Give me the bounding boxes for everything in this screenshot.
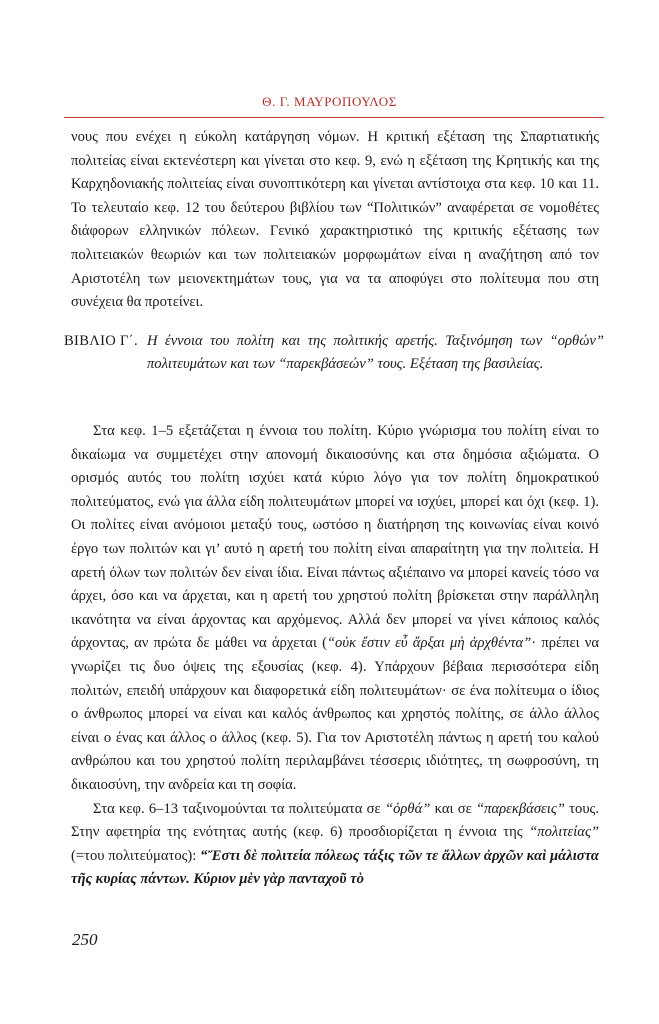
running-head: Θ. Γ. ΜΑΥΡΟΠΟΥΛΟΣ [262, 94, 397, 109]
paragraph-2-part-a: Στα κεφ. 1–5 εξετάζεται η έννοια του πολίτη. Κύριο γνώρισμα του πολίτη είναι το δικαίωμα να συμμετέχει στην απονομή δικαιοσύνης και στα δημόσια αξιώματα. Ο ορισμός αυτός του πολίτη ισχύει κατά κύριο λόγο για τον πολίτη δημοκρατικού πολιτεύματος, ενώ για άλλα είδη πολιτευμάτων μπορεί να ισχύει, μπορεί και όχι (κεφ. 1). Οι πολίτες είναι ανόμοιοι μεταξύ τους, ωστόσο η διατήρηση της κοινωνίας είναι κοινό έργο των πολιτών και γι’ αυτό η αρετή του πολίτη είναι απαραίτητη για την πολιτεία. Η αρετή όλων των πολιτών δεν είναι ίδια. Είναι πάντως αξιέπαινο να μπορεί κανείς τόσο να άρχει, όσο και να άρχεται, και η αρετή του χρηστού πολίτη βρίσκεται στην παράλληλη ικανότητα να είναι άρχοντας και αρχόμενος. Αλλά δεν μπορεί να γίνει κάποιος καλός άρχοντας, αν πρώτα δε μάθει να άρχεται ( [71, 423, 599, 652]
header-rule [64, 117, 604, 118]
quote-parekvaseis: “παρεκβάσεις” [476, 800, 565, 817]
page-number: 250 [72, 930, 98, 949]
quote-ortha: “ὀρθά” [384, 800, 431, 817]
main-text [71, 420, 599, 892]
paragraph-1: νους που ενέχει η εύκολη κατάργηση νόμων. Η κριτική εξέταση της Σπαρτιατικής πολιτείας είναι εκτενέστερη και γίνεται στο κεφ. 9, ενώ η εξέταση της Κρητικής και της Καρχηδονιακής πολιτείας είναι συνοπτικότερη και γίνεται αντίστοιχα στα κεφ. 10 και 11. Το τελευταίο κεφ. 12 του δεύτερου βιβλίου των “Πολιτικών” αναφέρεται σε νομοθέτες διάφορων ελληνικών πόλεων. Γενικό χαρακτηριστικό της κριτικής εξέτασης των πολιτειακών θεωριών και των πολιτειακών μορφωμάτων είναι η αναζήτηση από τον Αριστοτέλη των μειονεκτημάτων τους, για να τα αποφύγει στο πολίτευμα που στη συνέχεια θα προτείνει. [71, 129, 599, 311]
section-heading [64, 330, 604, 376]
paragraph-3 [71, 798, 599, 892]
paragraph-3-part-a: Στα κεφ. 6–13 ταξινομούνται τα πολιτεύματα σε [93, 800, 385, 817]
paragraph-3-part-d: (=του πολιτεύματος): [71, 847, 201, 864]
paragraph-continued [71, 126, 599, 315]
book-title: Η έννοια του πολίτη και της πολιτικής αρετής. Ταξινόμηση των “ορθών” πολιτευμάτων και των “παρεκβάσεών” τους. Εξέταση της βασιλείας. [147, 333, 604, 372]
paragraph-2 [71, 420, 599, 798]
book-label: ΒΙΒΛΙΟ Γ΄. [64, 333, 138, 349]
greek-quote: “οὐκ ἔστιν εὖ ἄρξαι μὴ ἀρχθέντα” [326, 635, 532, 652]
paragraph-2-part-b: · πρέπει να γνωρίζει τις δυο όψεις της εξουσίας (κεφ. 4). Υπάρχουν βέβαια περισσότερα είδη πολιτών, επειδή υπάρχουν και διαφορετικά είδη πολιτευμάτων· σε ένα πολίτευμα ο ίδιος ο άνθρωπος μπορεί να είναι και καλός άνθρωπος και χρηστός πολίτης, σε άλλο άλλος είναι ο ένας και άλλος ο άλλος (κεφ. 5). Για τον Αριστοτέλη πάντως η αρετή του καλού ανθρώπου και του χρηστού πολίτη περιλαμβάνει τέσσερις ιδιότητες, τη σωφροσύνη, τη δικαιοσύνη, την ανδρεία και τη σοφία. [71, 635, 599, 793]
paragraph-3-part-c: τους. Στην αφετηρία της ενότητας αυτής (κεφ. 6) προσδιορίζεται η έννοια της [71, 800, 599, 841]
quote-aristotle-definition: “Ἔστι δὲ πολιτεία πόλεως τάξις τῶν τε ἄλλων ἀρχῶν καὶ μάλιστα τῆς κυρίας πάντων. Κύριον μὲν γὰρ πανταχοῦ τὸ [71, 847, 599, 888]
paragraph-3-part-b: και σε [430, 800, 477, 817]
quote-politeias: “πολιτείας” [529, 824, 599, 841]
